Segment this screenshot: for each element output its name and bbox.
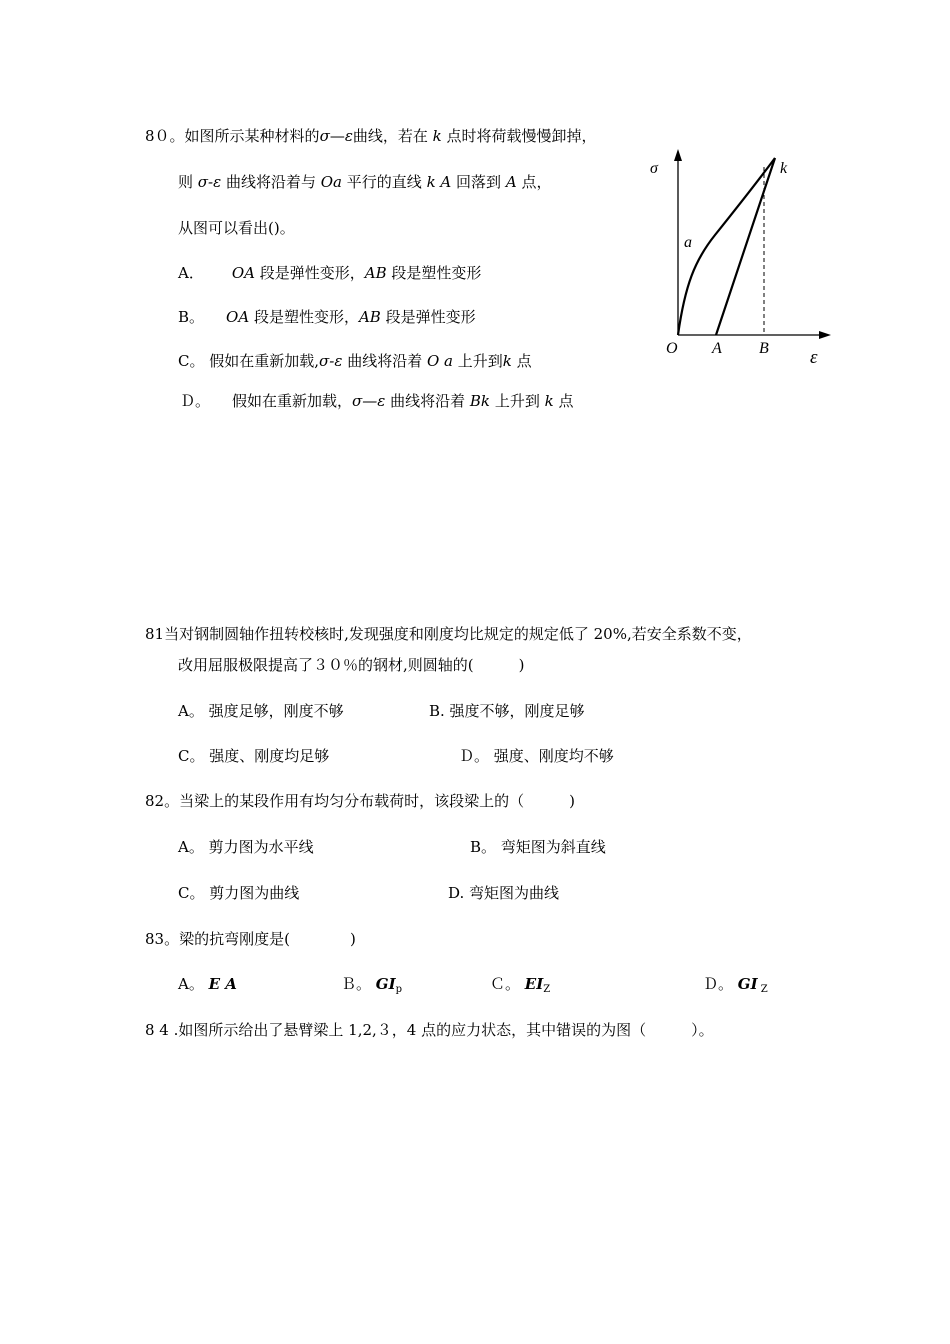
label-O: O: [666, 340, 678, 357]
q81-option-a: A。 强度足够，刚度不够: [178, 702, 344, 720]
q81-option-c: C。 强度、刚度均足够: [178, 747, 330, 765]
label-sigma: σ: [650, 160, 658, 177]
q82-option-a: A。 剪力图为水平线: [178, 838, 314, 856]
q83-stem: 83。梁的抗弯刚度是( ): [145, 930, 356, 948]
q81-option-d: Ｄ。 强度、刚度均不够: [459, 747, 614, 765]
q80-option-c: C。 假如在重新加载,σ-ε 曲线将沿着 O a 上升到k 点: [178, 352, 532, 370]
q83-option-c: Ｃ。 $EI_Z$: [490, 975, 551, 995]
q80-stem-line3: 从图可以看出()。: [178, 219, 295, 237]
q80-stem-line2: 则 σ-ε 曲线将沿着与 Oa 平行的直线 k A 回落到 A 点，: [178, 173, 552, 191]
q84-stem: 8 4 .如图所示给出了悬臂梁上 1,2,３，4 点的应力状态，其中错误的为图（ ）。: [145, 1021, 714, 1039]
stress-strain-figure: [640, 145, 840, 375]
label-a: a: [684, 234, 692, 251]
q83-option-d: Ｄ。 GI $_Z$: [703, 975, 768, 995]
q80-option-b: B。 OA 段是塑性变形，AB 段是弹性变形: [178, 308, 476, 326]
x-axis-arrow: [819, 331, 831, 339]
q82-option-c: C。 剪力图为曲线: [178, 884, 300, 902]
q80-option-d: Ｄ。 假如在重新加载，σ—ε 曲线将沿着 Bk 上升到 k 点: [180, 392, 574, 410]
label-k: k: [780, 160, 788, 177]
q82-option-b: B。 弯矩图为斜直线: [470, 838, 606, 856]
q81-stem-line2: 改用屈服极限提高了３０％的钢材,则圆轴的( ): [178, 656, 525, 674]
q80-option-a: A． OA 段是弹性变形，AB 段是塑性变形: [178, 264, 482, 282]
q83-option-b: Ｂ。 $GI_p$: [341, 975, 403, 995]
loading-curve: [678, 158, 775, 335]
q83-option-a: A。 E A: [178, 975, 237, 993]
q81-option-b: B. 强度不够，刚度足够: [429, 702, 585, 720]
q80-number: 8０。: [145, 127, 185, 145]
label-epsilon: ε: [810, 347, 818, 368]
unloading-line: [716, 158, 775, 335]
label-A: A: [712, 340, 722, 357]
y-axis-arrow: [674, 149, 682, 161]
q82-option-d: D. 弯矩图为曲线: [448, 884, 560, 902]
q80-stem-line1: 8０。如图所示某种材料的σ—ε曲线，若在 k 点时将荷载慢慢卸掉，: [145, 127, 597, 145]
q82-stem: 82。当梁上的某段作用有均匀分布载荷时，该段梁上的（ ): [145, 792, 575, 810]
label-B: B: [759, 340, 769, 357]
q81-stem-line1: 81当对钢制圆轴作扭转校核时,发现强度和刚度均比规定的规定低了 20%,若安全系数不变，: [145, 625, 752, 643]
